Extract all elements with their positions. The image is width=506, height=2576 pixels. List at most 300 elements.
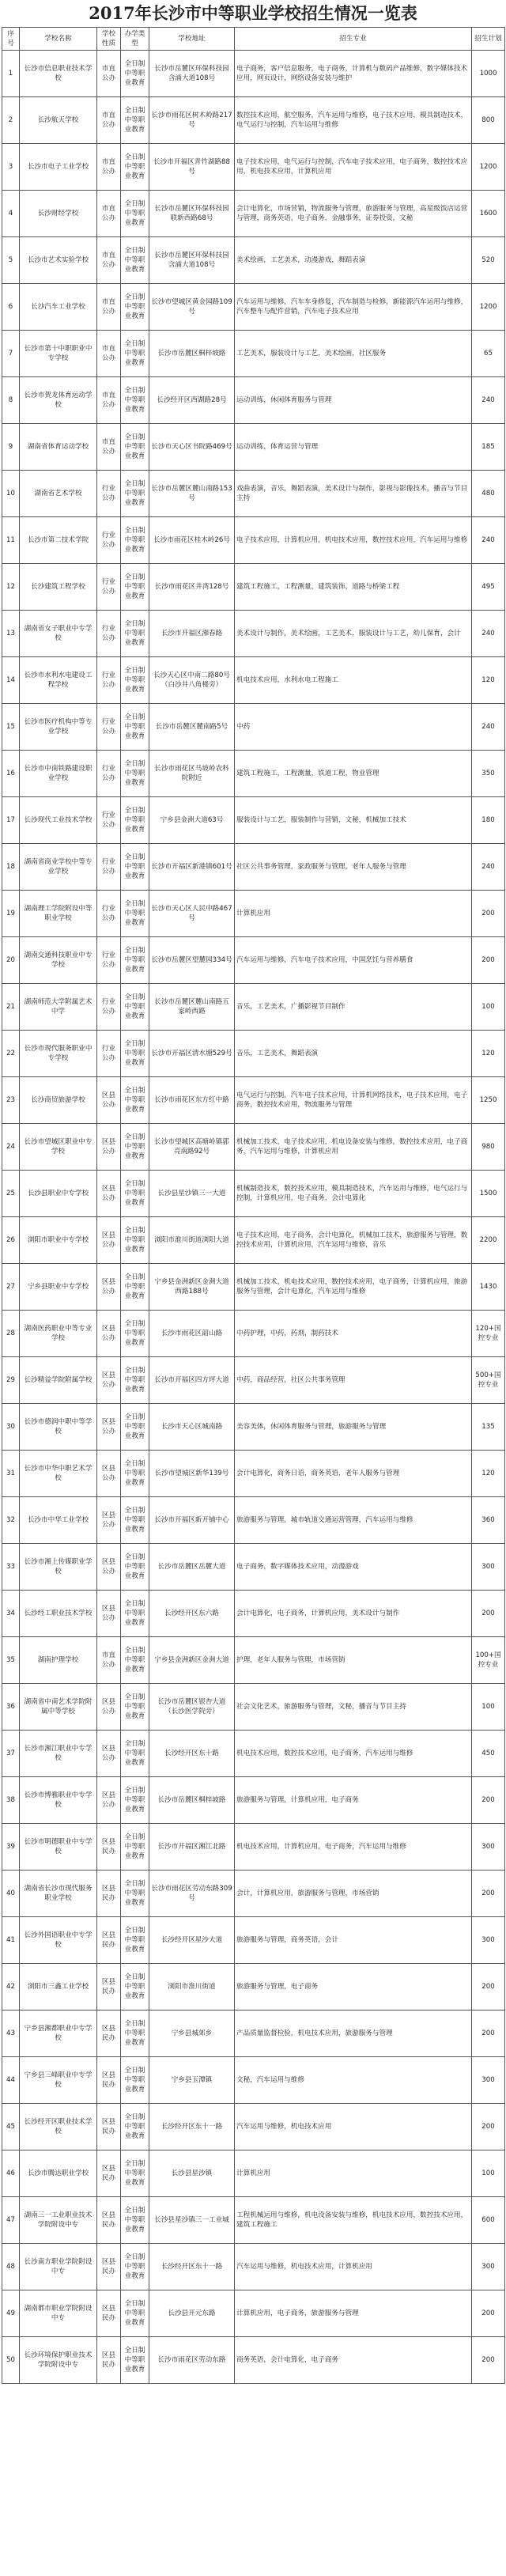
row-index: 13	[2, 611, 20, 657]
enrollment-plan: 100	[472, 2150, 505, 2197]
enrollment-plan: 1000	[472, 51, 505, 97]
table-row	[2, 751, 505, 797]
program-type: 全日制中等职业教育	[121, 844, 149, 891]
school-type: 市直公办	[97, 424, 121, 471]
table-row	[2, 1451, 505, 1497]
enrollment-plan: 240	[472, 377, 505, 424]
row-index: 3	[2, 144, 20, 191]
school-address: 长沙市雨花区劳动东路	[149, 2337, 235, 2384]
enrollment-majors: 音乐，工艺美术，广播影视节目制作	[235, 984, 472, 1031]
program-type: 全日制中等职业教育	[121, 191, 149, 237]
enrollment-majors: 音乐，工艺美术，舞蹈表演	[235, 1031, 472, 1077]
school-name: 长沙市湘江职业中专学校	[20, 1731, 97, 1777]
header-cell: 学校地址	[149, 28, 235, 51]
enrollment-majors: 电子技术应用，计算机应用，机电技术应用，数控技术应用，汽车运用与维修	[235, 517, 472, 564]
school-address: 长沙市雨花区树木岭路217号	[149, 97, 235, 144]
enrollment-majors: 中药，商品经营，社区公共事务管理	[235, 1357, 472, 1404]
row-index: 32	[2, 1497, 20, 1544]
enrollment-majors: 产品质量监督检验，机电技术应用，旅游服务与管理	[235, 2010, 472, 2057]
school-address: 长沙市雨花区井湾128号	[149, 564, 235, 611]
school-type: 行业公办	[97, 797, 121, 844]
header-cell: 办学类型	[121, 28, 149, 51]
enrollment-majors: 电气运行与控制，汽车电子技术应用，计算机网络技术，电子技术应用，电子商务，数控技术应用，物流服务与管理	[235, 1077, 472, 1124]
school-name: 长沙市德润中职中等学校	[20, 1404, 97, 1451]
row-index: 4	[2, 191, 20, 237]
table-row	[2, 1777, 505, 1824]
row-index: 8	[2, 377, 20, 424]
page-title: 2017年长沙市中等职业学校招生情况一览表	[89, 3, 417, 23]
enrollment-majors: 汽车运用与维修，汽车车身修复，汽车制造与检修，新能源汽车运用与维修，汽车整车与配件营销，汽车电子技术应用	[235, 284, 472, 331]
enrollment-majors: 会计电算化，电子商务，计算机应用，美术设计与制作	[235, 1591, 472, 1637]
enrollment-plan: 360	[472, 1497, 505, 1544]
enrollment-majors: 建筑工程施工，工程测量，铁道工程，物业管理	[235, 751, 472, 797]
table-row	[2, 891, 505, 937]
school-type: 行业公办	[97, 937, 121, 984]
row-index: 1	[2, 51, 20, 97]
school-name: 长沙现代工业技术学校	[20, 797, 97, 844]
table-row	[2, 704, 505, 751]
program-type: 全日制中等职业教育	[121, 657, 149, 704]
enrollment-majors: 电子技术应用，电子商务，会计电算化，机械加工技术，旅游服务与管理，数控技术应用，计算机应用，汽车运用与维修，音乐	[235, 1217, 472, 1264]
school-name: 宁乡县职业中专学校	[20, 1264, 97, 1311]
table-row	[2, 1591, 505, 1637]
school-address: 长沙经开区东十路	[149, 1731, 235, 1777]
enrollment-plan: 300	[472, 1544, 505, 1591]
row-index: 33	[2, 1544, 20, 1591]
table-row	[2, 331, 505, 377]
table-row	[2, 2337, 505, 2384]
program-type: 全日制中等职业教育	[121, 2244, 149, 2290]
enrollment-majors: 旅游服务与管理，电子商务	[235, 1964, 472, 2010]
enrollment-majors: 中药	[235, 704, 472, 751]
program-type: 全日制中等职业教育	[121, 1264, 149, 1311]
row-index: 6	[2, 284, 20, 331]
table-row	[2, 1077, 505, 1124]
school-address: 长沙天心区中南二路80号（白沙井八角楼旁）	[149, 657, 235, 704]
row-index: 28	[2, 1311, 20, 1357]
school-type: 区县民办	[97, 1824, 121, 1871]
row-index: 34	[2, 1591, 20, 1637]
table-row	[2, 937, 505, 984]
program-type: 全日制中等职业教育	[121, 1777, 149, 1824]
row-index: 25	[2, 1171, 20, 1217]
schools-table	[2, 27, 505, 2384]
table-row	[2, 424, 505, 471]
enrollment-majors: 计算机应用	[235, 2150, 472, 2197]
header-cell: 招生专业	[235, 28, 472, 51]
enrollment-majors: 机电技术应用，数控技术应用，电子商务，汽车运用与维修	[235, 1731, 472, 1777]
school-type: 区县公办	[97, 1777, 121, 1824]
enrollment-plan: 200	[472, 1777, 505, 1824]
program-type: 全日制中等职业教育	[121, 1684, 149, 1731]
row-index: 2	[2, 97, 20, 144]
school-address: 长沙市开福区湘江北路	[149, 1824, 235, 1871]
school-type: 区县民办	[97, 2010, 121, 2057]
school-name: 湖南省女子职业中专学校	[20, 611, 97, 657]
table-row	[2, 191, 505, 237]
program-type: 全日制中等职业教育	[121, 1031, 149, 1077]
school-type: 区县公办	[97, 1077, 121, 1124]
school-name: 长沙外国语职业中专学校	[20, 1917, 97, 1964]
school-address: 长沙经开区星沙大道	[149, 1917, 235, 1964]
program-type: 全日制中等职业教育	[121, 1544, 149, 1591]
school-type: 区县民办	[97, 1917, 121, 1964]
program-type: 全日制中等职业教育	[121, 2290, 149, 2337]
enrollment-majors: 计算机应用	[235, 891, 472, 937]
enrollment-majors: 机械制造技术，数控技术应用，模具制造技术，汽车运用与维修，电气运行与控制，计算机应用，电子商务，会计电算化	[235, 1171, 472, 1217]
school-address: 长沙市开福区青竹湖路88号	[149, 144, 235, 191]
school-address: 长沙市开福区新港镇601号	[149, 844, 235, 891]
school-address: 宁乡县金洲大道63号	[149, 797, 235, 844]
program-type: 全日制中等职业教育	[121, 1124, 149, 1171]
table-row	[2, 2104, 505, 2150]
school-name: 长沙市信息职业技术学校	[20, 51, 97, 97]
enrollment-majors: 社区公共事务管理，家政服务与管理，老年人服务与管理	[235, 844, 472, 891]
enrollment-majors: 工艺美术，服装设计与工艺，美术绘画，社区服务	[235, 331, 472, 377]
program-type: 全日制中等职业教育	[121, 1217, 149, 1264]
school-address: 长沙市岳麓区桐梓坡路	[149, 1777, 235, 1824]
program-type: 全日制中等职业教育	[121, 237, 149, 284]
program-type: 全日制中等职业教育	[121, 2197, 149, 2244]
row-index: 45	[2, 2104, 20, 2150]
enrollment-majors: 电子技术应用，电气运行与控制，汽车电子技术应用，电子商务，数控技术应用，机电技术应用，计算机应用	[235, 144, 472, 191]
school-type: 行业公办	[97, 657, 121, 704]
program-type: 全日制中等职业教育	[121, 751, 149, 797]
school-address: 长沙市开福区湘春路	[149, 611, 235, 657]
enrollment-majors: 戏曲表演，音乐，舞蹈表演，美术设计与制作，影视与影像技术，播音与节目主持	[235, 471, 472, 517]
school-type: 区县公办	[97, 1404, 121, 1451]
enrollment-majors: 旅游服务与管理，计算机应用，电子商务	[235, 1777, 472, 1824]
school-type: 区县公办	[97, 1451, 121, 1497]
school-name: 湖南省商业学校中等专业学校	[20, 844, 97, 891]
school-name: 湖南省长沙市现代服务职业学校	[20, 1871, 97, 1917]
school-name: 长沙财经学校	[20, 191, 97, 237]
table-row	[2, 377, 505, 424]
school-name: 长沙市中华中职艺术学校	[20, 1451, 97, 1497]
enrollment-plan: 450	[472, 1731, 505, 1777]
row-index: 23	[2, 1077, 20, 1124]
row-index: 31	[2, 1451, 20, 1497]
school-type: 行业公办	[97, 517, 121, 564]
school-name: 长沙市湘上传媒职业学校	[20, 1544, 97, 1591]
row-index: 26	[2, 1217, 20, 1264]
row-index: 24	[2, 1124, 20, 1171]
school-name: 长沙汽车工业学校	[20, 284, 97, 331]
enrollment-majors: 美术设计与制作，美术绘画，工艺美术，服装设计与工艺，幼儿保育，会计	[235, 611, 472, 657]
enrollment-plan: 200	[472, 2290, 505, 2337]
school-type: 区县民办	[97, 2290, 121, 2337]
program-type: 全日制中等职业教育	[121, 984, 149, 1031]
table-row	[2, 1404, 505, 1451]
school-name: 长沙市望城区职业中专学校	[20, 1124, 97, 1171]
row-index: 29	[2, 1357, 20, 1404]
enrollment-plan: 65	[472, 331, 505, 377]
row-index: 14	[2, 657, 20, 704]
row-index: 44	[2, 2057, 20, 2104]
school-address: 长沙市天心区人民中路467号	[149, 891, 235, 937]
enrollment-plan: 600	[472, 2197, 505, 2244]
program-type: 全日制中等职业教育	[121, 611, 149, 657]
school-address: 长沙市雨花区桂木岭26号	[149, 517, 235, 564]
enrollment-plan: 800	[472, 97, 505, 144]
table-row	[2, 1824, 505, 1871]
table-row	[2, 1217, 505, 1264]
enrollment-plan: 180	[472, 797, 505, 844]
program-type: 全日制中等职业教育	[121, 1077, 149, 1124]
school-address: 长沙市岳麓区环保科技园联新西路68号	[149, 191, 235, 237]
table-row	[2, 2290, 505, 2337]
school-name: 长沙航天学校	[20, 97, 97, 144]
program-type: 全日制中等职业教育	[121, 937, 149, 984]
enrollment-plan: 240	[472, 844, 505, 891]
table-row	[2, 1357, 505, 1404]
program-type: 全日制中等职业教育	[121, 1637, 149, 1684]
school-type: 行业公办	[97, 471, 121, 517]
program-type: 全日制中等职业教育	[121, 1404, 149, 1451]
row-index: 19	[2, 891, 20, 937]
enrollment-majors: 会计电算化，商务日语，商务英语，老年人服务与管理	[235, 1451, 472, 1497]
school-address: 长沙市岳麓区桐梓坡路	[149, 331, 235, 377]
school-name: 长沙市艺术实验学校	[20, 237, 97, 284]
school-address: 长沙市岳麓区望麓园334号	[149, 937, 235, 984]
program-type: 全日制中等职业教育	[121, 377, 149, 424]
school-name: 浏阳市三鑫工业学校	[20, 1964, 97, 2010]
school-type: 区县公办	[97, 1357, 121, 1404]
enrollment-plan: 120+国控专业	[472, 1311, 505, 1357]
program-type: 全日制中等职业教育	[121, 2010, 149, 2057]
table-row	[2, 237, 505, 284]
program-type: 全日制中等职业教育	[121, 1917, 149, 1964]
row-index: 12	[2, 564, 20, 611]
table-row	[2, 1871, 505, 1917]
table-row	[2, 797, 505, 844]
table-row	[2, 2057, 505, 2104]
program-type: 全日制中等职业教育	[121, 1871, 149, 1917]
row-index: 40	[2, 1871, 20, 1917]
school-type: 区县民办	[97, 2244, 121, 2290]
enrollment-plan: 100+国控专业	[472, 1637, 505, 1684]
enrollment-majors: 汽车运用与维修，机电技术应用，计算机应用	[235, 2244, 472, 2290]
enrollment-majors: 电子商务，数字媒体技术应用，动漫游戏	[235, 1544, 472, 1591]
school-type: 区县民办	[97, 2337, 121, 2384]
enrollment-majors: 工程机械运用与维修，机电设备安装与维修，机电技术应用，数控技术应用，建筑工程施工	[235, 2197, 472, 2244]
table-row	[2, 1031, 505, 1077]
enrollment-plan: 120	[472, 657, 505, 704]
header-cell: 学校性质	[97, 28, 121, 51]
enrollment-plan: 200	[472, 1964, 505, 2010]
table-row	[2, 471, 505, 517]
row-index: 17	[2, 797, 20, 844]
school-name: 湖南省体育运动学校	[20, 424, 97, 471]
header-cell: 学校名称	[20, 28, 97, 51]
school-name: 长沙环境保护职业技术学院附设中专	[20, 2337, 97, 2384]
school-address: 长沙县星沙镇	[149, 2150, 235, 2197]
enrollment-majors: 机电技术应用，计算机应用，电子商务，汽车运用与维修	[235, 1824, 472, 1871]
program-type: 全日制中等职业教育	[121, 797, 149, 844]
row-index: 27	[2, 1264, 20, 1311]
school-name: 长沙市中南铁路建设职业学校	[20, 751, 97, 797]
school-address: 浏阳市淮川街道浏阳大道	[149, 1217, 235, 1264]
school-type: 区县公办	[97, 1171, 121, 1217]
row-index: 37	[2, 1731, 20, 1777]
school-address: 长沙经开区东十一路	[149, 2104, 235, 2150]
school-name: 宁乡县三峰职业中专学校	[20, 2057, 97, 2104]
school-address: 宁乡县金洲新区金洲大道西路188号	[149, 1264, 235, 1311]
table-row	[2, 1171, 505, 1217]
enrollment-plan: 200	[472, 937, 505, 984]
table-row	[2, 1124, 505, 1171]
enrollment-plan: 350	[472, 751, 505, 797]
enrollment-plan: 500+国控专业	[472, 1357, 505, 1404]
row-index: 22	[2, 1031, 20, 1077]
school-address: 长沙市岳麓区银杏大道（长沙医学院旁）	[149, 1684, 235, 1731]
enrollment-majors: 机电技术应用，水利水电工程施工	[235, 657, 472, 704]
program-type: 全日制中等职业教育	[121, 1311, 149, 1357]
school-address: 长沙市望城区高塘岭镇郭亮南路92号	[149, 1124, 235, 1171]
program-type: 全日制中等职业教育	[121, 331, 149, 377]
school-address: 长沙县开元东路	[149, 2290, 235, 2337]
school-type: 行业公办	[97, 704, 121, 751]
school-name: 长沙经开区职业技术学校	[20, 2104, 97, 2150]
row-index: 43	[2, 2010, 20, 2057]
school-type: 行业公办	[97, 844, 121, 891]
row-index: 39	[2, 1824, 20, 1871]
table-row	[2, 1731, 505, 1777]
program-type: 全日制中等职业教育	[121, 424, 149, 471]
school-name: 长沙市博雅职业中专学校	[20, 1777, 97, 1824]
enrollment-majors: 数控技术应用，航空服务，汽车运用与维修，电子技术应用，模具制造技术，电气运行与控制，汽车运用与维修	[235, 97, 472, 144]
enrollment-plan: 240	[472, 611, 505, 657]
school-type: 区县公办	[97, 1264, 121, 1311]
table-row	[2, 1637, 505, 1684]
row-index: 49	[2, 2290, 20, 2337]
row-index: 21	[2, 984, 20, 1031]
school-name: 长沙市明德职业中专学校	[20, 1824, 97, 1871]
school-address: 宁乡县玉潭镇	[149, 2057, 235, 2104]
enrollment-plan: 1250	[472, 1077, 505, 1124]
enrollment-majors: 运动训练，休闲体育服务与管理	[235, 377, 472, 424]
school-address: 长沙市岳麓区麓山南路五家岭西路	[149, 984, 235, 1031]
school-address: 长沙市望城区新华139号	[149, 1451, 235, 1497]
program-type: 全日制中等职业教育	[121, 704, 149, 751]
table-row	[2, 844, 505, 891]
school-name: 长沙市医疗机构中等专业学校	[20, 704, 97, 751]
enrollment-plan: 300	[472, 1824, 505, 1871]
school-type: 市直公办	[97, 331, 121, 377]
enrollment-majors: 计算机应用，电子商务，旅游服务与管理	[235, 2290, 472, 2337]
enrollment-majors: 护理，老年人服务与管理，市场营销	[235, 1637, 472, 1684]
program-type: 全日制中等职业教育	[121, 891, 149, 937]
school-type: 区县民办	[97, 2057, 121, 2104]
table-row	[2, 2150, 505, 2197]
enrollment-plan: 2200	[472, 1217, 505, 1264]
enrollment-majors: 机械加工技术，机电技术应用，数控技术应用，电子商务，计算机应用，旅游服务与管理，会计电算化，汽车运用与维修	[235, 1264, 472, 1311]
table-row	[2, 2244, 505, 2290]
school-name: 长沙市贺龙体育运动学校	[20, 377, 97, 424]
school-type: 区县公办	[97, 1497, 121, 1544]
program-type: 全日制中等职业教育	[121, 1824, 149, 1871]
school-name: 湖南医药职业中等专业学校	[20, 1311, 97, 1357]
school-type: 区县民办	[97, 2197, 121, 2244]
program-type: 全日制中等职业教育	[121, 564, 149, 611]
table-row	[2, 97, 505, 144]
school-address: 长沙市雨花区劳动东路309号	[149, 1871, 235, 1917]
school-address: 宁乡县金洲新区金洲大道	[149, 1637, 235, 1684]
enrollment-plan: 495	[472, 564, 505, 611]
program-type: 全日制中等职业教育	[121, 51, 149, 97]
program-type: 全日制中等职业教育	[121, 471, 149, 517]
program-type: 全日制中等职业教育	[121, 517, 149, 564]
enrollment-plan: 1200	[472, 284, 505, 331]
school-address: 长沙市望城区黄金园路109号	[149, 284, 235, 331]
school-address: 长沙县星沙镇三一工业城	[149, 2197, 235, 2244]
school-name: 湖南三一工业职业技术学院附设中专	[20, 2197, 97, 2244]
enrollment-majors: 机械加工技术，电子技术应用，机电设备安装与维修，数控技术应用，电子商务，汽车运用与维修，计算机应用	[235, 1124, 472, 1171]
school-type: 区县公办	[97, 1217, 121, 1264]
school-type: 区县公办	[97, 1544, 121, 1591]
row-index: 16	[2, 751, 20, 797]
table-row	[2, 1311, 505, 1357]
enrollment-majors: 美容美体，休闲体育服务与管理，旅游服务与管理	[235, 1404, 472, 1451]
enrollment-plan: 1500	[472, 1171, 505, 1217]
enrollment-majors: 美术绘画，工艺美术，动漫游戏，舞蹈表演	[235, 237, 472, 284]
enrollment-majors: 电子商务，客户信息服务，电子商务，计算机与数码产品维修，数字媒体技术应用，网页设计，网络设备安装与维护	[235, 51, 472, 97]
school-address: 宁乡县城郊乡	[149, 2010, 235, 2057]
enrollment-plan: 100	[472, 1684, 505, 1731]
school-address: 浏阳市淮川街道	[149, 1964, 235, 2010]
row-index: 48	[2, 2244, 20, 2290]
school-name: 长沙市现代服务职业中专学校	[20, 1031, 97, 1077]
school-type: 区县民办	[97, 1964, 121, 2010]
header-row	[2, 28, 505, 51]
row-index: 35	[2, 1637, 20, 1684]
enrollment-plan: 300	[472, 1917, 505, 1964]
school-name: 长沙市腾达职业学校	[20, 2150, 97, 2197]
school-name: 浏阳市职业中专学校	[20, 1217, 97, 1264]
table-row	[2, 2010, 505, 2057]
row-index: 20	[2, 937, 20, 984]
program-type: 全日制中等职业教育	[121, 2337, 149, 2384]
school-type: 区县民办	[97, 2104, 121, 2150]
table-row	[2, 1544, 505, 1591]
school-type: 区县公办	[97, 1311, 121, 1357]
program-type: 全日制中等职业教育	[121, 2104, 149, 2150]
enrollment-majors: 运动训练，体育运营与管理	[235, 424, 472, 471]
table-row	[2, 1964, 505, 2010]
enrollment-plan: 200	[472, 891, 505, 937]
row-index: 36	[2, 1684, 20, 1731]
school-type: 行业公办	[97, 984, 121, 1031]
school-type: 市直公办	[97, 1637, 121, 1684]
row-index: 10	[2, 471, 20, 517]
program-type: 全日制中等职业教育	[121, 97, 149, 144]
row-index: 5	[2, 237, 20, 284]
school-type: 行业公办	[97, 564, 121, 611]
enrollment-plan: 1200	[472, 144, 505, 191]
enrollment-plan: 200	[472, 2010, 505, 2057]
header-cell: 招生计划	[472, 28, 505, 51]
school-name: 长沙市第二技术学院	[20, 517, 97, 564]
school-address: 长沙县星沙镇三一大道	[149, 1171, 235, 1217]
row-index: 7	[2, 331, 20, 377]
school-type: 行业公办	[97, 751, 121, 797]
program-type: 全日制中等职业教育	[121, 1591, 149, 1637]
school-type: 区县公办	[97, 1124, 121, 1171]
table-row	[2, 1917, 505, 1964]
school-name: 湖南交通科技职业中专学校	[20, 937, 97, 984]
table-row	[2, 984, 505, 1031]
school-address: 长沙市岳麓区岳麓大道	[149, 1544, 235, 1591]
